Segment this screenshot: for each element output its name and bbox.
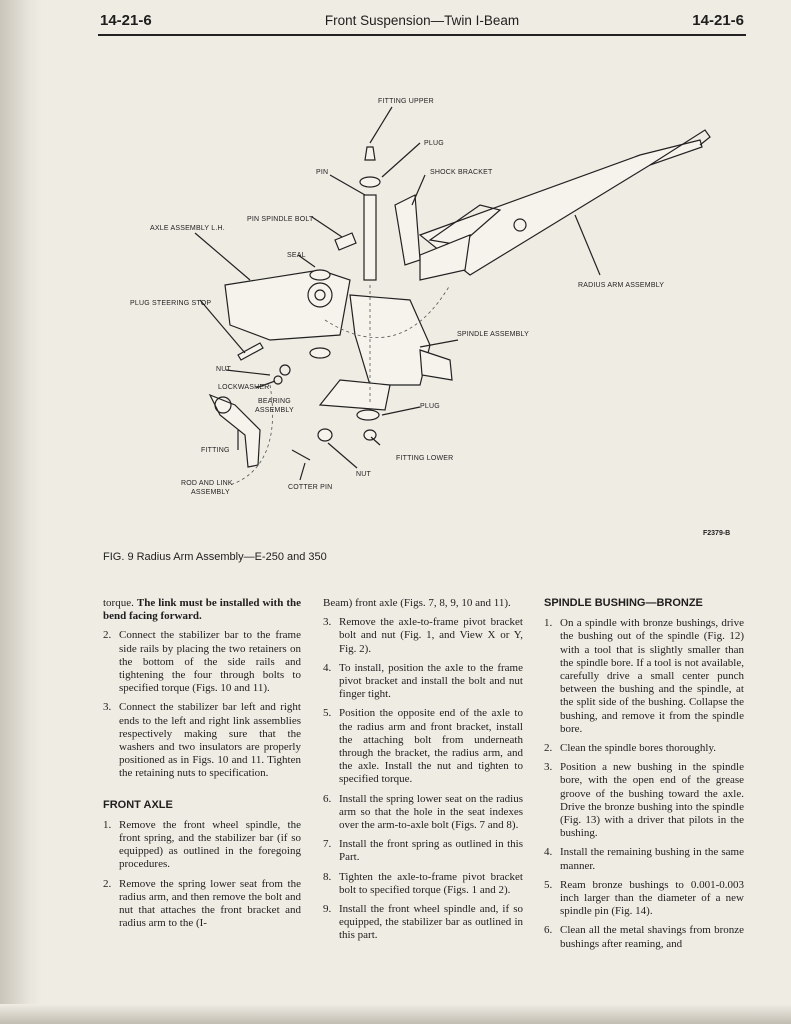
label-fitting-lower: FITTING LOWER <box>396 455 454 462</box>
item-text: Position a new bushing in the spindle bore, with the open end of the grease groove of the bushing toward the axle. Drive the bronze bushing into the spindle (Fig. 13) with a driver that pilots in the bushing. <box>560 761 744 840</box>
label-lockwasher: LOCKWASHER <box>218 384 270 391</box>
item-text: Tighten the axle-to-frame pivot bracket bolt to specified torque (Figs. 1 and 2). <box>339 870 523 896</box>
text-column-2 <box>323 597 523 949</box>
item-text: Connect the stabilizer bar to the frame side rails by placing the two retainers on the bottom of the side rails and tightening the four through bolts to specified torque (Figs. 10 and 11). <box>119 629 301 695</box>
label-axle-assembly: AXLE ASSEMBLY L.H. <box>150 225 225 232</box>
list-item <box>323 707 523 786</box>
item-text: Remove the axle-to-frame pivot bracket bolt and nut (Fig. 1, and View X or Y, Fig. 2). <box>339 616 523 655</box>
item-text: Clean all the metal shavings from bronze bushings after reaming, and <box>560 924 744 950</box>
item-text: Remove the spring lower seat from the radius arm, and then remove the bolt and nut that attaches the front bracket and radius arm to the (I- <box>119 877 301 930</box>
label-bearing-assembly-1: BEARING <box>258 398 291 405</box>
list-item <box>103 819 301 872</box>
label-cotter-pin: COTTER PIN <box>288 484 333 491</box>
label-pin-spindle-bolt: PIN SPINDLE BOLT <box>247 216 314 223</box>
text-column-3 <box>544 597 744 957</box>
label-pin: PIN <box>316 169 329 176</box>
label-nut-left: NUT <box>216 366 231 373</box>
list-item <box>544 742 744 755</box>
section-title: Front Suspension—Twin I-Beam <box>324 13 520 28</box>
item-number: 2. <box>103 629 112 642</box>
list-item <box>103 701 301 780</box>
label-plug-steering-stop: PLUG STEERING STOP <box>130 300 212 307</box>
item-number: 8. <box>323 870 332 883</box>
list-item <box>323 616 523 656</box>
continued-paragraph: Beam) front axle (Figs. 7, 8, 9, 10 and 11). <box>323 597 511 609</box>
section-heading: SPINDLE BUSHING—BRONZE <box>544 597 703 609</box>
label-shock-bracket: SHOCK BRACKET <box>430 169 493 176</box>
list-item <box>103 878 301 931</box>
page-number-right: 14-21-6 <box>692 12 744 29</box>
item-text: Position the opposite end of the axle to the radius arm and front bracket, install the attaching bolt from underneath through the bracket, the radius arm, and the axle. Install the nut and tighten to specified torque. <box>339 707 523 786</box>
item-number: 3. <box>323 616 332 629</box>
item-number: 2. <box>544 742 553 755</box>
label-radius-arm-assembly: RADIUS ARM ASSEMBLY <box>578 282 665 289</box>
list-item <box>103 629 301 695</box>
item-number: 4. <box>544 846 553 859</box>
list-item <box>323 903 523 943</box>
intro-text: torque. <box>103 597 137 609</box>
page-header <box>98 10 746 36</box>
list-item <box>544 617 744 736</box>
intro-bold-text: The link must be installed with the bend facing forward. <box>103 597 301 623</box>
item-text: To install, position the axle to the frame pivot bracket and install the bolt and nut finger tight. <box>339 661 523 701</box>
radius-arm-exploded-diagram <box>120 85 740 505</box>
item-text: On a spindle with bronze bushings, drive the bushing out of the spindle (Fig. 12) with a tool that is slightly smaller than the spindle bore. If a tool is not available, carefully drive a small center punch between the bushing and the spindle, at the split side of the bushing. Collapse the bushing, and remove it from the spindle bore. <box>560 617 744 735</box>
item-number: 5. <box>323 707 332 720</box>
page-binding-shadow <box>0 0 42 1024</box>
list-item <box>323 838 523 864</box>
item-text: Install the remaining bushing in the same manner. <box>560 846 744 872</box>
list-item <box>544 924 744 950</box>
item-number: 3. <box>544 761 553 774</box>
item-text: Ream bronze bushings to 0.001-0.003 inch larger than the diameter of a new spindle pin (Fig. 14). <box>560 878 744 918</box>
list-item <box>544 761 744 840</box>
item-number: 1. <box>544 617 553 630</box>
label-rod-and-link-2: ASSEMBLY <box>191 489 230 496</box>
item-text: Install the front wheel spindle and, if so equipped, the stabilizer bar as outlined in this part. <box>339 903 523 942</box>
list-item <box>323 871 523 897</box>
label-nut-bottom: NUT <box>356 471 371 478</box>
label-rod-and-link-1: ROD AND LINK <box>181 480 233 487</box>
page-number-left: 14-21-6 <box>100 12 152 29</box>
label-plug-top: PLUG <box>424 140 444 147</box>
item-text: Clean the spindle bores thoroughly. <box>560 742 717 755</box>
item-number: 3. <box>103 701 112 714</box>
item-number: 6. <box>544 924 553 937</box>
item-text: Install the spring lower seat on the radius arm so that the hole in the seat indexes over the arm-to-axle bolt (Figs. 7 and 8). <box>339 792 523 832</box>
item-number: 2. <box>103 877 112 890</box>
item-number: 9. <box>323 903 332 916</box>
list-item <box>323 662 523 702</box>
continued-paragraph <box>103 597 301 623</box>
label-fitting-upper: FITTING UPPER <box>378 98 434 105</box>
item-number: 7. <box>323 838 332 851</box>
label-bearing-assembly-2: ASSEMBLY <box>255 407 294 414</box>
label-seal: SEAL <box>287 252 306 259</box>
item-number: 4. <box>323 661 332 674</box>
label-plug-bottom: PLUG <box>420 403 440 410</box>
list-item <box>544 879 744 919</box>
item-number: 5. <box>544 878 553 891</box>
item-text: Connect the stabilizer bar left and right ends to the left and right link assemblies respectively making sure that the washers and two insulators are properly positioned as in Figs. 10 and 11. Tighten the retaining nuts to specification. <box>119 701 301 780</box>
figure-caption: FIG. 9 Radius Arm Assembly—E-250 and 350 <box>103 551 327 563</box>
label-spindle-assembly: SPINDLE ASSEMBLY <box>457 331 529 338</box>
label-fitting: FITTING <box>201 447 230 454</box>
item-text: Remove the front wheel spindle, the front spring, and the stabilizer bar (if so equipped) as outlined in the foregoing procedures. <box>119 818 301 871</box>
item-text: Install the front spring as outlined in this Part. <box>339 838 523 864</box>
list-item <box>323 793 523 833</box>
item-number: 1. <box>103 818 112 831</box>
item-number: 6. <box>323 792 332 805</box>
text-column-1 <box>103 597 301 936</box>
page-bottom-edge <box>0 1004 791 1024</box>
section-heading: FRONT AXLE <box>103 798 173 811</box>
figure-code: F2379-B <box>703 530 731 537</box>
list-item <box>544 846 744 872</box>
